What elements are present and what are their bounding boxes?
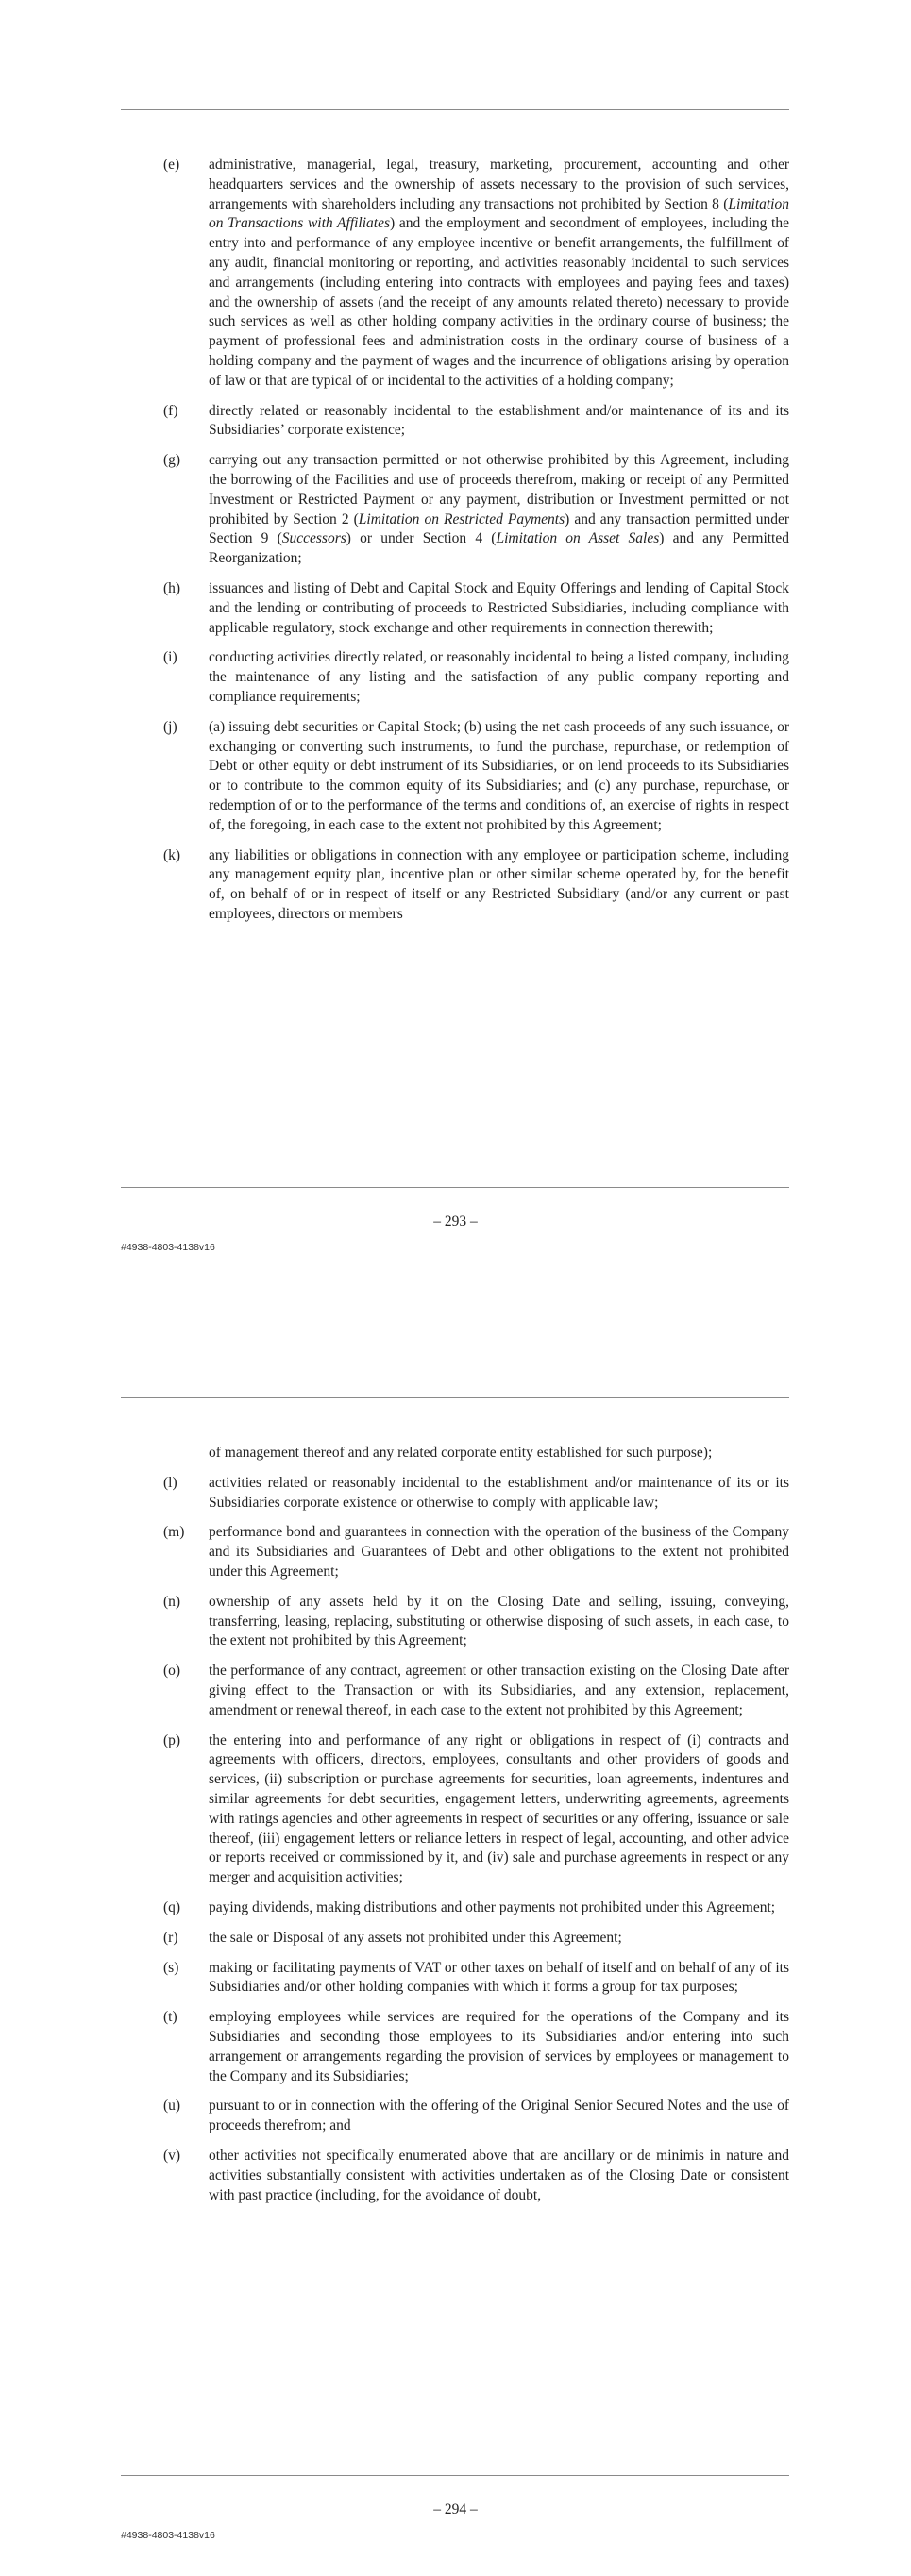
clause-label: (g) (163, 452, 181, 469)
clause-label: (s) (163, 1959, 179, 1976)
text-segment: any liabilities or obligations in connection with any employee or participation scheme, including any management equity plan, incentive plan or other similar scheme operated by, for the benefit of, on behalf of or in respect of itself or any Restricted Subsidiary (and/or any current or past employees, directors or members (209, 846, 789, 922)
clause-text (209, 451, 789, 569)
clause-label: (t) (163, 2009, 177, 2026)
text-segment: ) and any Permitted Reorganization; (209, 530, 789, 567)
clause-label: (m) (163, 1524, 185, 1541)
clause-text (209, 2097, 789, 2136)
clause-item (163, 1959, 789, 1999)
clause-item (163, 718, 789, 836)
text-segment: ) or under Section 4 ( (346, 530, 497, 547)
text-segment: (a) issuing debt securities or Capital Stock; (b) using the net cash proceeds of any such issuance, or exchanging or converting such instruments, to fund the purchase, repurchase, or redemption of Debt or other equity or debt instrument of its Subsidiaries, or on lend proceeds to its Subsidiaries or to contribute to the common equity of its Subsidiaries; and (c) any purchase, repurchase, or redemption of or to the performance of the terms and conditions of, an exercise of rights in respect of, the foregoing, in each case to the extent not prohibited by this Agreement; (209, 718, 789, 833)
clause-item (163, 1474, 789, 1514)
clause-label: (h) (163, 579, 181, 596)
text-segment: ownership of any assets held by it on the Closing Date and selling, issuing, conveying, transferring, leasing, replacing, substituting or otherwise disposing of such assets, in each case, to the extent not prohibited by this Agreement; (209, 1593, 789, 1649)
clause-item (163, 2147, 789, 2205)
text-segment: the sale or Disposal of any assets not prohibited under this Agreement; (209, 1929, 622, 1946)
clause-text (209, 402, 789, 442)
clause-item (163, 402, 789, 442)
text-segment: employing employees while services are required for the operations of the Company and its Subsidiaries and seconding those employees to its Subsidiaries and/or entering into such arrangement or arrangements regarding the provision of services by employees or management to the Company and its Subsidiaries; (209, 2009, 789, 2084)
page-294 (0, 1288, 911, 2576)
clause-text (209, 1523, 789, 1581)
text-segment: other activities not specifically enumerated above that are ancillary or de minimis in nature and activities substantially consistent with activities undertaken as of the Closing Date or consistent with past practice (including, for the avoidance of doubt, (209, 2147, 789, 2203)
bottom-rule (121, 1187, 789, 1188)
clause-label: (j) (163, 718, 177, 735)
document-id: #4938-4803-4138v16 (121, 1242, 215, 1253)
clause-text (209, 579, 789, 638)
clause-item (163, 451, 789, 569)
italic-reference: Successors (281, 530, 346, 547)
page-number: – 294 – (433, 2501, 478, 2517)
clause-item (163, 579, 789, 638)
clause-item (163, 1929, 789, 1949)
clause-label: (n) (163, 1593, 181, 1610)
clause-item (163, 156, 789, 392)
text-segment: administrative, managerial, legal, treasury, marketing, procurement, accounting and other headquarters services and the ownership of assets necessary to the provision of such services, arrangements with shareholders including any transactions not prohibited by Section 8 ( (209, 157, 789, 212)
clause-text (209, 1731, 789, 1888)
text-segment: carrying out any transaction permitted or not otherwise prohibited by this Agreement, including the borrowing of the Facilities and use of proceeds therefrom, making or receipt of any Permitted Investment or Restricted Payment or any payment, distribution or Investment permitted or not prohibited by Section 2 ( (209, 452, 789, 527)
clause-item (163, 2008, 789, 2086)
clause-text (209, 846, 789, 925)
document-id: #4938-4803-4138v16 (121, 2530, 215, 2541)
clause-text (209, 648, 789, 707)
clause-item (163, 1593, 789, 1651)
clause-label: (e) (163, 157, 180, 173)
clause-label: (l) (163, 1474, 177, 1491)
top-rule (121, 1397, 789, 1398)
text-segment: directly related or reasonably incidental to the establishment and/or maintenance of its and its Subsidiaries’ corporate existence; (209, 402, 789, 439)
clause-text (209, 1474, 789, 1514)
text-segment: the performance of any contract, agreement or other transaction existing on the Closing Date after giving effect to the Transaction or with its Subsidiaries, and any extension, replacement, amendment or renewal thereof, in each case to the extent not prohibited by this Agreement; (209, 1663, 789, 1718)
italic-reference: Limitation on Transactions with Affiliates (209, 195, 789, 232)
top-rule (121, 109, 789, 110)
clause-text (209, 1899, 789, 1918)
clause-text (209, 1662, 789, 1720)
clause-label: (f) (163, 402, 178, 419)
clause-text (209, 1959, 789, 1999)
clause-label: (v) (163, 2147, 181, 2164)
italic-reference: Limitation on Asset Sales (496, 530, 660, 547)
clause-label: (i) (163, 649, 177, 666)
clause-item (163, 648, 789, 707)
clause-item (163, 1662, 789, 1720)
page-number: – 293 – (433, 1213, 478, 1229)
text-segment: conducting activities directly related, or reasonably incidental to being a listed company, including the maintenance of any listing and the satisfaction of any public company reporting and compliance requirements; (209, 649, 789, 705)
clause-label: (k) (163, 846, 181, 863)
italic-reference: Limitation on Restricted Payments (358, 510, 565, 527)
continuation-text: of management thereof and any related corporate entity established for such purpose); (209, 1445, 713, 1461)
clause-label: (u) (163, 2098, 181, 2115)
bottom-rule (121, 2475, 789, 2476)
clause-label: (q) (163, 1899, 181, 1915)
clause-label: (o) (163, 1663, 181, 1680)
text-segment: the entering into and performance of any right or obligations in respect of (i) contracts and agreements with officers, directors, employees, consultants and other providers of goods and services, (ii) subscription or purchase agreements for securities, loan agreements, indentures and similar agreements for debt securities, engagement letters, underwriting agreements, agreements with ratings agencies and other agreements in respect of securities or any offering, issuance or sale thereof, (iii) engagement letters or reliance letters in respect of legal, accounting, and other advice or reports received or commissioned by it, and (iv) sale and purchase agreements in respect or any merger and acquisition activities; (209, 1731, 789, 1886)
text-segment: making or facilitating payments of VAT or other taxes on behalf of itself and on behalf of any of its Subsidiaries and/or other holding companies with which it forms a group for tax purposes; (209, 1959, 789, 1996)
text-segment: performance bond and guarantees in connection with the operation of the business of the Company and its Subsidiaries and Guarantees of Debt and other obligations to the extent not prohibited under this Agreement; (209, 1524, 789, 1580)
page-body (163, 156, 789, 935)
text-segment: paying dividends, making distributions and other payments not prohibited under this Agreement; (209, 1899, 776, 1915)
clause-text (209, 2008, 789, 2086)
clause-item (163, 1731, 789, 1888)
text-segment: issuances and listing of Debt and Capital Stock and Equity Offerings and lending of Capital Stock and the lending or contributing of proceeds to Restricted Subsidiaries, including compliance with applicable regulatory, stock exchange and other requirements in connection therewith; (209, 579, 789, 636)
clause-item (163, 1523, 789, 1581)
clause-text (209, 156, 789, 392)
clause-text (209, 718, 789, 836)
clause-item (163, 846, 789, 925)
page-body (163, 1444, 789, 2216)
text-segment: pursuant to or in connection with the offering of the Original Senior Secured Notes and the use of proceeds therefrom; and (209, 2098, 789, 2134)
text-segment: activities related or reasonably incidental to the establishment and/or maintenance of its or its Subsidiaries corporate existence or otherwise to comply with applicable law; (209, 1474, 789, 1511)
clause-item (163, 2097, 789, 2136)
clause-item (163, 1899, 789, 1918)
text-segment: ) and any transaction permitted under Section 9 ( (209, 510, 789, 547)
clause-label: (r) (163, 1929, 178, 1946)
clause-text (209, 1593, 789, 1651)
text-segment: ) and the employment and secondment of employees, including the entry into and performance of any employee incentive or benefit arrangements, the fulfillment of any audit, financial monitoring or reporting, and activities reasonably incidental to such services and arrangements (including entering into contracts with employees and paying fees and taxes) and the ownership of assets (and the receipt of any amounts related thereto) necessary to provide such services as well as other holding company activities in the ordinary course of business; the payment of professional fees and administration costs in the ordinary course of business of a holding company and the payment of wages and the incurrence of obligations arising by operation of law or that are typical of or incidental to the activities of a holding company; (209, 215, 789, 389)
clause-text (209, 1929, 789, 1949)
clause-text (209, 2147, 789, 2205)
clause-label: (p) (163, 1731, 181, 1748)
